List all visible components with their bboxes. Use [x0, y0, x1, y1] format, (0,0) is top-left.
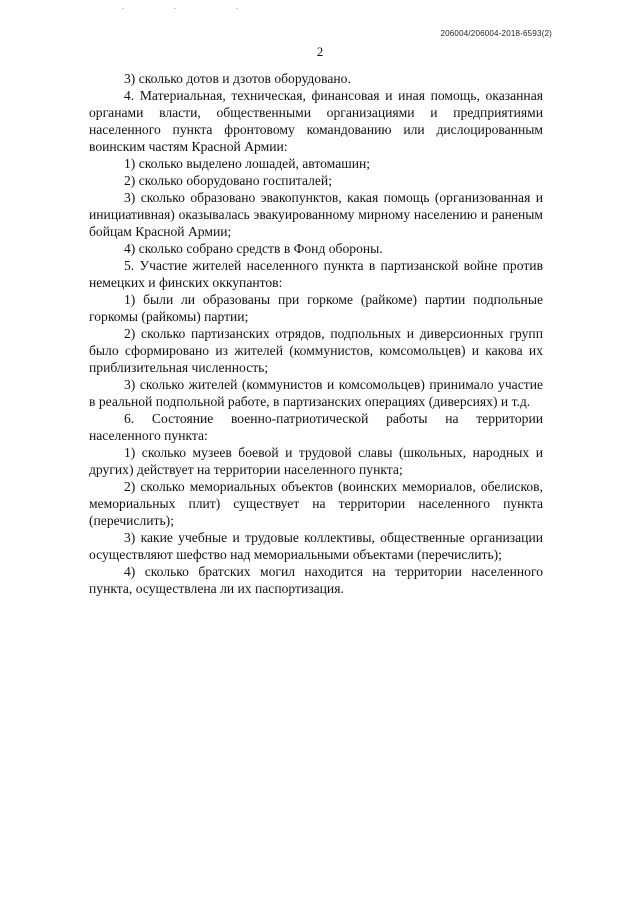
paragraph: 1) сколько выделено лошадей, автомашин;: [124, 156, 371, 171]
paragraph: 2) сколько партизанских отрядов, подпольных и диверсионных групп было сформировано из жителей (коммунистов, комсомольцев) и какова их приблизительная численность;: [89, 326, 543, 375]
page-number: 2: [316, 44, 324, 59]
paragraph: 4. Материальная, техническая, финансовая и иная помощь, оказанная органами власти, общественными организациями и предприятиями населенного пункта фронтовому командованию или дислоцированным воинским частям Красной Армии:: [89, 88, 543, 154]
paragraph: 2) сколько мемориальных объектов (воинских мемориалов, обелисков, мемориальных плит) существует на территории населенного пункта (перечислить);: [89, 479, 543, 528]
paragraph: 3) сколько образовано эвакопунктов, какая помощь (организованная и инициативная) оказывалась эвакуированному мирному населению и раненым бойцам Красной Армии;: [89, 190, 543, 239]
document-id: 206004/206004-2018-6593(2): [440, 29, 552, 38]
paragraph: 6. Состояние военно-патриотической работы на территории населенного пункта:: [89, 411, 543, 443]
scan-artifact: [122, 8, 124, 9]
paragraph: 1) были ли образованы при горкоме (райкоме) партии подпольные горкомы (райкомы) партии;: [89, 292, 543, 324]
paragraph: 4) сколько собрано средств в Фонд обороны.: [124, 241, 383, 256]
paragraph: 1) сколько музеев боевой и трудовой славы (школьных, народных и других) действует на территории населенного пункта;: [89, 445, 543, 477]
paragraph: 3) сколько дотов и дзотов оборудовано.: [124, 71, 351, 86]
paragraph: 4) сколько братских могил находится на территории населенного пункта, осуществлена ли их паспортизация.: [89, 564, 543, 596]
paragraph: 3) сколько жителей (коммунистов и комсомольцев) принимало участие в реальной подпольной работе, в партизанских операциях (диверсиях) и т.д.: [89, 377, 543, 409]
paragraph: 5. Участие жителей населенного пункта в партизанской войне против немецких и финских оккупантов:: [89, 258, 543, 290]
scan-artifact: [236, 8, 238, 9]
paragraph: 3) какие учебные и трудовые коллективы, общественные организации осуществляют шефство над мемориальными объектами (перечислить);: [89, 530, 543, 562]
paragraph: 2) сколько оборудовано госпиталей;: [124, 173, 332, 188]
scan-artifact: [174, 8, 176, 9]
body-text: [89, 70, 543, 597]
